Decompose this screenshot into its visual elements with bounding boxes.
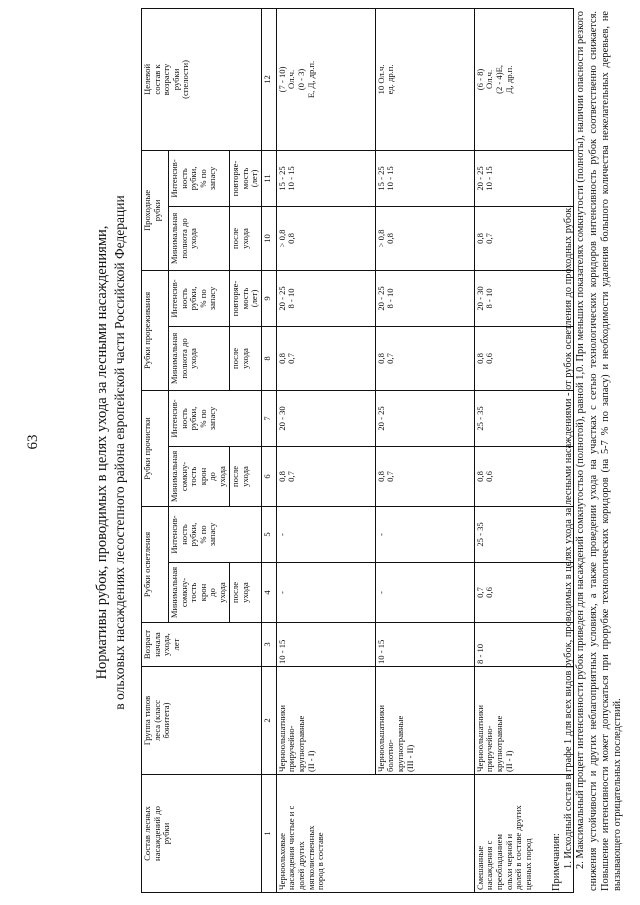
cell-celevoy: (6 - 8) Ол.ч. (2 - 4)Е, Д, др.п.	[474, 8, 573, 150]
cell-proch-min: 0,8 0,7	[276, 446, 375, 506]
cell-prorezh-min: 0,8 0,6	[474, 326, 573, 390]
rotated-page-content	[79, 0, 640, 905]
header-proch-posle: после ухода	[230, 446, 262, 506]
column-number: 9	[261, 270, 276, 326]
cell-prokh-int: 20 - 25 10 - 15	[474, 150, 573, 206]
cell-osv-int: -	[375, 506, 474, 562]
document-title	[79, 0, 141, 905]
cell-prokh-min: 0,8 0,7	[474, 206, 573, 270]
cell-celevoy: 10 Ол.ч. ед. др.п.	[375, 8, 474, 150]
header-osv-min: Минимальная сомкну- тость крон до ухода	[169, 563, 230, 623]
header-osv-int: Интенсив- ность рубки, % по запасу	[169, 506, 262, 562]
header-prorezh-min: Минимальная полнота до ухода	[169, 326, 230, 390]
header-group-osvetleniya: Рубки осветления	[142, 506, 169, 622]
cell-osv-int: -	[276, 506, 375, 562]
column-number: 11	[261, 150, 276, 206]
header-prokh-povtor: повторяе- мость (лет)	[230, 150, 262, 206]
header-group-prokhodnye: Проходные рубки	[142, 150, 169, 270]
table-row	[375, 8, 474, 892]
header-group-prorezhivaniya: Рубки прореживания	[142, 270, 169, 390]
notes-section	[551, 11, 624, 891]
header-prokh-posle: после ухода	[230, 206, 262, 270]
page-number: 63	[25, 434, 41, 450]
column-number: 6	[261, 446, 276, 506]
column-number: 3	[261, 623, 276, 667]
cell-prorezh-min: 0,8 0,7	[276, 326, 375, 390]
header-group-prochistki: Рубки прочистки	[142, 390, 169, 506]
table-header-row-1	[142, 8, 169, 892]
column-number-row	[261, 8, 276, 892]
cell-osv-min: -	[276, 563, 375, 623]
header-prorezh-posle: после ухода	[230, 326, 262, 390]
cell-prokh-int: 15 - 25 10 - 15	[375, 150, 474, 206]
notes-heading: Примечания:	[551, 833, 562, 891]
cell-prokh-min: > 0,8 0,8	[276, 206, 375, 270]
cell-prokh-min: > 0,8 0,8	[375, 206, 474, 270]
header-celevoy: Целевой состав к возрасту рубки (спелости)	[142, 8, 262, 150]
table-row	[276, 8, 375, 892]
cell-proch-min: 0,8 0,6	[474, 446, 573, 506]
norms-table	[141, 8, 574, 893]
header-sostav: Состав лесных насаждений до рубки	[142, 775, 262, 893]
cell-prorezh-int: 20 - 25 8 - 10	[375, 270, 474, 326]
column-number: 12	[261, 8, 276, 150]
title-line-2: в ольховых насаждениях лесостепного района европейской части Российской Федерации	[112, 195, 127, 710]
header-prokh-min: Минимальная полнота до ухода	[169, 206, 230, 270]
cell-gruppa: Черноольшатники болотно- крупнотравные (III - II)	[375, 667, 474, 775]
cell-prorezh-int: 20 - 25 8 - 10	[276, 270, 375, 326]
cell-sostav: Черноольховые насаждения чистые и с долей других мягколиственных пород в составе	[276, 775, 474, 893]
cell-prorezh-min: 0,8 0,7	[375, 326, 474, 390]
header-vozrast: Возраст начала ухода, лет	[142, 623, 262, 667]
cell-vozrast: 8 - 10	[474, 623, 573, 667]
header-proch-min: Минимальная сомкну- тость крон до ухода	[169, 446, 230, 506]
column-number: 5	[261, 506, 276, 562]
header-prokh-int: Интенсив- ность рубки, % по запасу	[169, 150, 230, 206]
column-number: 2	[261, 667, 276, 775]
cell-celevoy: (7 - 10) Ол.ч. (0 - 3) Е, Д, др.п.	[276, 8, 375, 150]
header-prorezh-povtor: повторяе- мость (лет)	[230, 270, 262, 326]
cell-prorezh-int: 20 - 30 8 - 10	[474, 270, 573, 326]
header-proch-int: Интенсив- ность рубки, % по запасу	[169, 390, 262, 446]
cell-prokh-int: 15 - 25 10 - 15	[276, 150, 375, 206]
column-number: 7	[261, 390, 276, 446]
cell-gruppa: Черноольшатники приручейно- крупнотравные (II - I)	[474, 667, 573, 775]
cell-vozrast: 10 - 15	[375, 623, 474, 667]
cell-osv-min: 0,7 0,6	[474, 563, 573, 623]
cell-proch-int: 25 - 35	[474, 390, 573, 446]
cell-proch-int: 20 - 25	[375, 390, 474, 446]
cell-proch-min: 0,8 0,7	[375, 446, 474, 506]
column-number: 10	[261, 206, 276, 270]
note-1: 1. Исходный состав в графе 1 для всех видов рубок, проводимых в целях ухода за лесными насаждениями - от рубок осветления до проходных рубок.	[563, 205, 575, 869]
cell-osv-min: -	[375, 563, 474, 623]
cell-osv-int: 25 - 35	[474, 506, 573, 562]
cell-gruppa: Черноольшатники приручейно- крупнотравные (II - I)	[276, 667, 375, 775]
cell-proch-int: 20 - 30	[276, 390, 375, 446]
column-number: 1	[261, 775, 276, 893]
header-gruppa: Группа типов леса (класс бонитета)	[142, 667, 262, 775]
header-prorezh-int: Интенсив- ность рубки, % по запасу	[169, 270, 230, 326]
note-2: 2. Максимальный процент интенсивности рубок приведен для насаждений сомкнутостью (полнотой), равной 1,0. При меньших показателях сомкнутости (полноты), наличии опасности резкого снижения устойчивости и других неблагоприятных условиях, а также проведении ухода на участках с сетью технологических коридоров интенсивность рубок соответственно снижается. Повышение интенсивности может допускаться при прорубке технологических коридоров (на 5-7 % по запасу) и необходимости удаления большого количества нежелательных деревьев, не вызывающего отрицательных последствий.	[575, 11, 624, 891]
cell-sostav: Смешанные насаждения с преобладанием ольхи черной и долей в составе других ценных пород	[474, 775, 573, 893]
cell-vozrast: 10 - 15	[276, 623, 375, 667]
title-line-1: Нормативы рубок, проводимых в целях ухода за лесными насаждениями,	[94, 225, 110, 680]
header-osv-posle: после ухода	[230, 563, 262, 623]
column-number: 4	[261, 563, 276, 623]
column-number: 8	[261, 326, 276, 390]
